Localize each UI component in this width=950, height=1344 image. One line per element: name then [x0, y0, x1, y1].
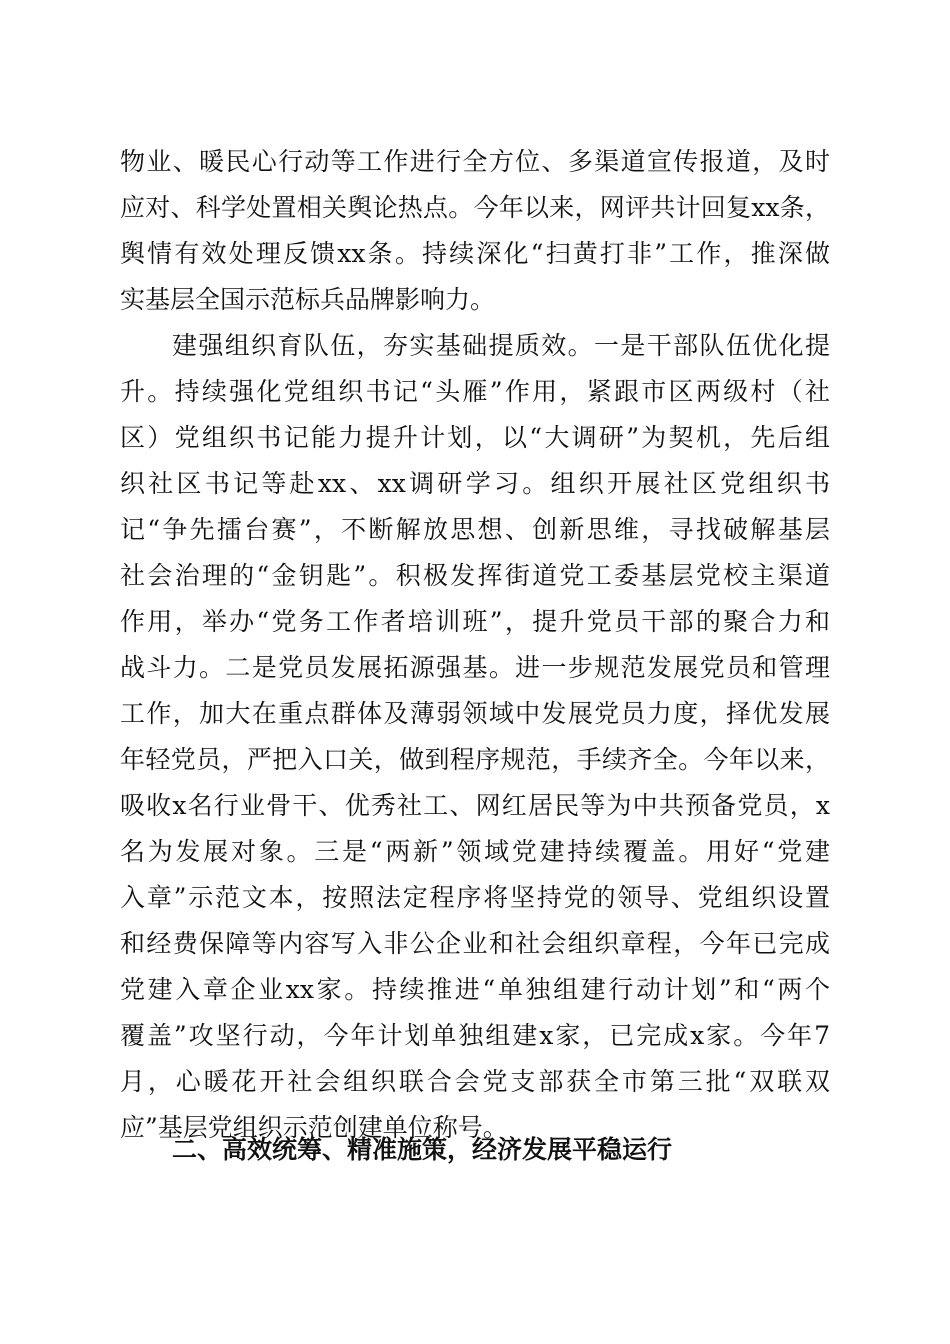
- paragraph-2-line-6: 社会治理的“金钥匙”。积极发挥街道党工委基层党校主渠道: [120, 561, 830, 590]
- paragraph-2-line-3: 区）党组织书记能力提升计划，以“大调研”为契机，先后组: [120, 423, 830, 452]
- paragraph-1-line-2: 应对、科学处置相关舆论热点。今年以来，网评共计回复xx条，: [120, 193, 830, 222]
- paragraph-1-line-1: 物业、暖民心行动等工作进行全方位、多渠道宣传报道，及时: [120, 147, 830, 176]
- paragraph-2-line-7: 作用，举办“党务工作者培训班”，提升党员干部的聚合力和: [120, 607, 830, 636]
- paragraph-2-line-12: 名为发展对象。三是“两新”领域党建持续覆盖。用好“党建: [120, 837, 830, 866]
- paragraph-2-line-8: 战斗力。二是党员发展拓源强基。进一步规范发展党员和管理: [120, 653, 830, 682]
- paragraph-1-line-4: 实基层全国示范标兵品牌影响力。: [120, 285, 496, 314]
- paragraph-2-line-16: 覆盖”攻坚行动，今年计划单独组建x家，已完成x家。今年7: [120, 1021, 830, 1050]
- paragraph-2-line-2: 升。持续强化党组织书记“头雁”作用，紧跟市区两级村（社: [120, 377, 830, 406]
- paragraph-2-line-13: 入章”示范文本，按照法定程序将坚持党的领导、党组织设置: [120, 883, 830, 912]
- paragraph-2-line-15: 党建入章企业xx家。持续推进“单独组建行动计划”和“两个: [120, 975, 830, 1004]
- paragraph-2-line-17: 月，心暖花开社会组织联合会党支部获全市第三批“双联双: [120, 1067, 830, 1096]
- paragraph-1-line-3: 舆情有效处理反馈xx条。持续深化“扫黄打非”工作，推深做: [120, 239, 830, 268]
- paragraph-2-line-11: 吸收x名行业骨干、优秀社工、网红居民等为中共预备党员，x: [120, 791, 830, 820]
- paragraph-2-line-4: 织社区书记等赴xx、xx调研学习。组织开展社区党组织书: [120, 469, 830, 498]
- paragraph-2-line-14: 和经费保障等内容写入非公企业和社会组织章程，今年已完成: [120, 929, 830, 958]
- paragraph-2-line-10: 年轻党员，严把入口关，做到程序规范，手续齐全。今年以来，: [120, 745, 830, 774]
- paragraph-2-line-5: 记“争先擂台赛”，不断解放思想、创新思维，寻找破解基层: [120, 515, 830, 544]
- section-heading: 二、高效统筹、精准施策，经济发展平稳运行: [172, 1135, 673, 1164]
- paragraph-2-line-1: 建强组织育队伍，夯实基础提质效。一是干部队伍优化提: [172, 331, 830, 360]
- paragraph-2-line-9: 工作，加大在重点群体及薄弱领域中发展党员力度，择优发展: [120, 699, 830, 728]
- paragraph-2-line-18: 应”基层党组织示范创建单位称号。: [120, 1113, 508, 1142]
